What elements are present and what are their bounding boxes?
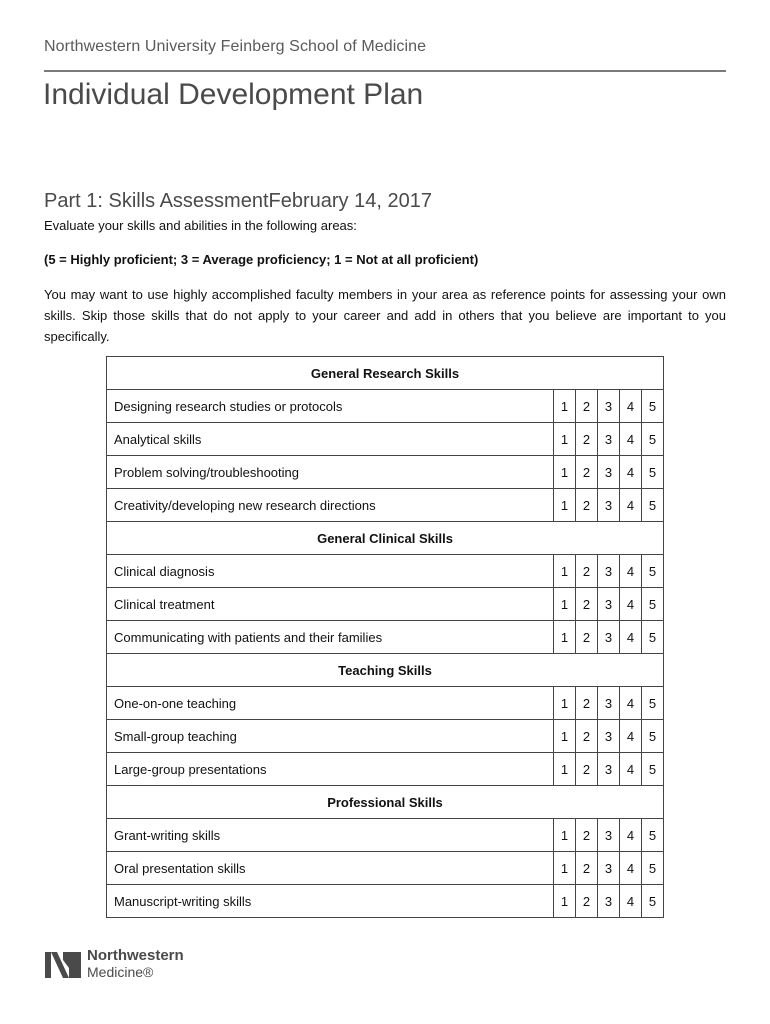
skill-label: Oral presentation skills	[107, 852, 554, 885]
rating-option-2[interactable]: 2	[576, 885, 598, 918]
rating-option-3[interactable]: 3	[598, 753, 620, 786]
skill-row	[107, 588, 664, 621]
rating-option-1[interactable]: 1	[554, 753, 576, 786]
header-divider	[44, 70, 726, 72]
skill-label: Problem solving/troubleshooting	[107, 456, 554, 489]
rating-option-3[interactable]: 3	[598, 885, 620, 918]
skill-row	[107, 555, 664, 588]
section-title: Professional Skills	[107, 786, 664, 819]
rating-option-1[interactable]: 1	[554, 555, 576, 588]
rating-option-2[interactable]: 2	[576, 687, 598, 720]
rating-option-5[interactable]: 5	[642, 720, 664, 753]
rating-option-5[interactable]: 5	[642, 852, 664, 885]
rating-option-5[interactable]: 5	[642, 489, 664, 522]
rating-option-2[interactable]: 2	[576, 720, 598, 753]
rating-option-5[interactable]: 5	[642, 588, 664, 621]
rating-option-3[interactable]: 3	[598, 555, 620, 588]
rating-option-2[interactable]: 2	[576, 819, 598, 852]
rating-option-1[interactable]: 1	[554, 456, 576, 489]
instructions-note: You may want to use highly accomplished faculty members in your area as reference points for assessing your own skills. Skip those skills that do not apply to your career and add in others that you believe are important to you specifically.	[44, 287, 726, 344]
rating-option-4[interactable]: 4	[620, 621, 642, 654]
rating-option-4[interactable]: 4	[620, 423, 642, 456]
rating-option-5[interactable]: 5	[642, 753, 664, 786]
skill-label: Communicating with patients and their families	[107, 621, 554, 654]
skill-row	[107, 390, 664, 423]
section-title: General Research Skills	[107, 357, 664, 390]
rating-option-4[interactable]: 4	[620, 489, 642, 522]
rating-option-2[interactable]: 2	[576, 852, 598, 885]
rating-option-2[interactable]: 2	[576, 555, 598, 588]
rating-option-5[interactable]: 5	[642, 456, 664, 489]
skill-row	[107, 423, 664, 456]
skill-row	[107, 885, 664, 918]
section-header-row	[107, 654, 664, 687]
rating-option-1[interactable]: 1	[554, 687, 576, 720]
skill-row	[107, 852, 664, 885]
part-heading: Part 1: Skills AssessmentFebruary 14, 2017	[44, 190, 432, 212]
rating-option-2[interactable]: 2	[576, 456, 598, 489]
rating-option-1[interactable]: 1	[554, 588, 576, 621]
skill-row	[107, 489, 664, 522]
section-title: Teaching Skills	[107, 654, 664, 687]
rating-option-1[interactable]: 1	[554, 423, 576, 456]
skill-label: Creativity/developing new research directions	[107, 489, 554, 522]
rating-option-5[interactable]: 5	[642, 423, 664, 456]
rating-option-2[interactable]: 2	[576, 423, 598, 456]
rating-option-3[interactable]: 3	[598, 852, 620, 885]
logo-sub-text: Medicine®	[87, 964, 154, 980]
rating-option-3[interactable]: 3	[598, 621, 620, 654]
rating-option-1[interactable]: 1	[554, 489, 576, 522]
rating-option-2[interactable]: 2	[576, 621, 598, 654]
rating-option-3[interactable]: 3	[598, 390, 620, 423]
rating-option-3[interactable]: 3	[598, 456, 620, 489]
rating-option-4[interactable]: 4	[620, 885, 642, 918]
rating-option-3[interactable]: 3	[598, 720, 620, 753]
skill-row	[107, 819, 664, 852]
skill-row	[107, 687, 664, 720]
skill-label: Designing research studies or protocols	[107, 390, 554, 423]
skill-label: One-on-one teaching	[107, 687, 554, 720]
rating-option-3[interactable]: 3	[598, 819, 620, 852]
skill-label: Small-group teaching	[107, 720, 554, 753]
rating-option-4[interactable]: 4	[620, 687, 642, 720]
rating-option-2[interactable]: 2	[576, 390, 598, 423]
rating-option-2[interactable]: 2	[576, 753, 598, 786]
rating-option-1[interactable]: 1	[554, 720, 576, 753]
skill-row	[107, 456, 664, 489]
rating-option-3[interactable]: 3	[598, 423, 620, 456]
page-title: Individual Development Plan	[43, 78, 424, 111]
rating-option-1[interactable]: 1	[554, 852, 576, 885]
intro-text: Evaluate your skills and abilities in the following areas:	[44, 218, 357, 233]
northwestern-medicine-logo	[44, 946, 204, 982]
skill-label: Grant-writing skills	[107, 819, 554, 852]
rating-option-1[interactable]: 1	[554, 885, 576, 918]
rating-option-5[interactable]: 5	[642, 687, 664, 720]
rating-option-4[interactable]: 4	[620, 852, 642, 885]
rating-option-5[interactable]: 5	[642, 555, 664, 588]
skill-label: Large-group presentations	[107, 753, 554, 786]
rating-option-4[interactable]: 4	[620, 753, 642, 786]
rating-option-5[interactable]: 5	[642, 390, 664, 423]
rating-option-4[interactable]: 4	[620, 720, 642, 753]
rating-option-5[interactable]: 5	[642, 621, 664, 654]
rating-option-5[interactable]: 5	[642, 885, 664, 918]
rating-scale-legend: (5 = Highly proficient; 3 = Average proficiency; 1 = Not at all proficient)	[44, 252, 479, 267]
logo-brand-text: Northwestern	[87, 947, 184, 964]
rating-option-3[interactable]: 3	[598, 489, 620, 522]
section-header-row	[107, 357, 664, 390]
institution-header: Northwestern University Feinberg School of Medicine	[44, 38, 427, 55]
skill-label: Clinical diagnosis	[107, 555, 554, 588]
rating-option-4[interactable]: 4	[620, 456, 642, 489]
skill-label: Manuscript-writing skills	[107, 885, 554, 918]
rating-option-1[interactable]: 1	[554, 819, 576, 852]
rating-option-2[interactable]: 2	[576, 588, 598, 621]
section-header-row	[107, 786, 664, 819]
skill-label: Clinical treatment	[107, 588, 554, 621]
rating-option-3[interactable]: 3	[598, 588, 620, 621]
section-header-row	[107, 522, 664, 555]
skill-label: Analytical skills	[107, 423, 554, 456]
rating-option-4[interactable]: 4	[620, 588, 642, 621]
rating-option-4[interactable]: 4	[620, 555, 642, 588]
skill-row	[107, 621, 664, 654]
section-title: General Clinical Skills	[107, 522, 664, 555]
nm-logo-icon	[44, 950, 82, 980]
rating-option-1[interactable]: 1	[554, 390, 576, 423]
skill-row	[107, 753, 664, 786]
skills-assessment-table	[106, 356, 664, 918]
rating-option-4[interactable]: 4	[620, 819, 642, 852]
rating-option-1[interactable]: 1	[554, 621, 576, 654]
skill-row	[107, 720, 664, 753]
rating-option-5[interactable]: 5	[642, 819, 664, 852]
rating-option-2[interactable]: 2	[576, 489, 598, 522]
rating-option-3[interactable]: 3	[598, 687, 620, 720]
rating-option-4[interactable]: 4	[620, 390, 642, 423]
